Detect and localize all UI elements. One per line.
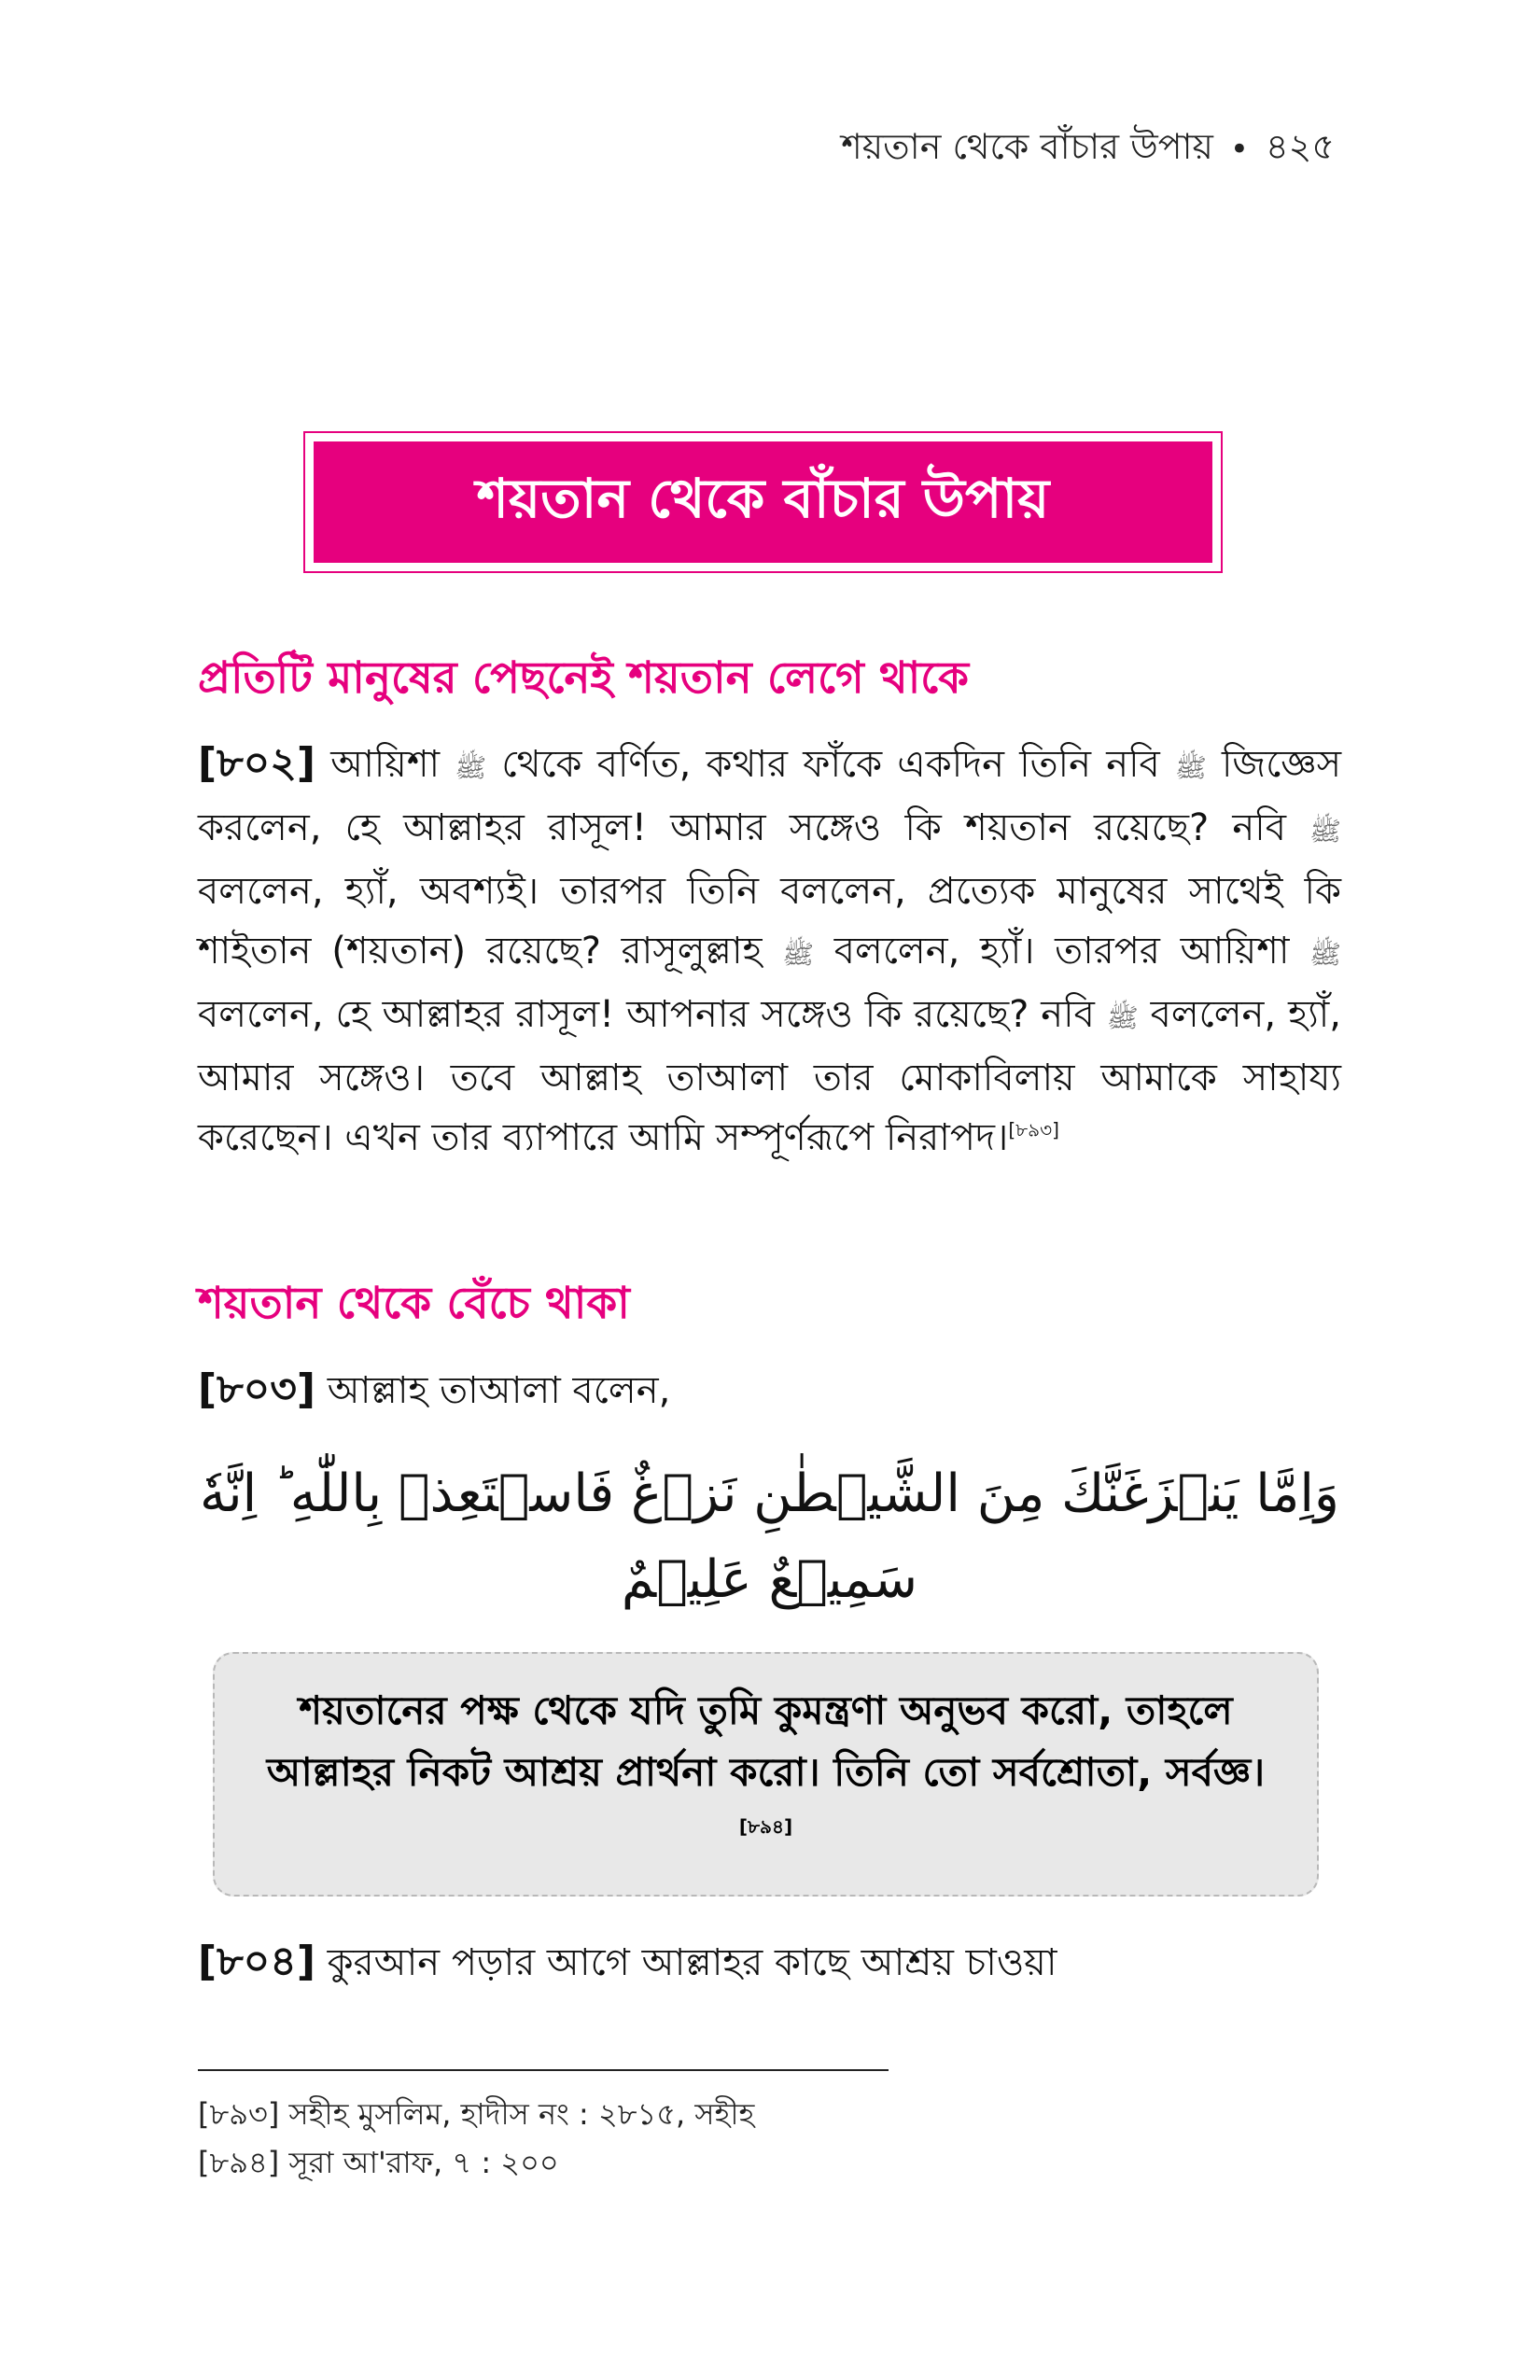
honorific-icon: ﷺ — [1106, 1002, 1139, 1033]
honorific-icon: ﷺ — [1309, 816, 1341, 847]
text-segment: বললেন, হে আল্লাহর রাসূল! আপনার সঙ্গেও কি রয়েছে? নবি — [198, 993, 1107, 1036]
footnote-894 — [198, 2139, 559, 2190]
honorific-icon: ﷺ — [1309, 939, 1341, 970]
hadith-802-paragraph — [198, 734, 1341, 1168]
chapter-title: শয়তান থেকে বাঁচার উপায় — [314, 441, 1212, 563]
hadith-804-line — [198, 1930, 1057, 1998]
footnote-marker: [৮৯৪] — [198, 2145, 280, 2180]
text-segment: আয়িশা — [330, 743, 455, 786]
hadith-number-802: [৮০২] — [198, 739, 315, 787]
honorific-icon: ﷺ — [1174, 752, 1207, 783]
hadith-803-intro: আল্লাহ তাআলা বলেন, — [327, 1369, 671, 1412]
text-segment: থেকে বর্ণিত, কথার ফাঁকে একদিন তিনি নবি — [486, 743, 1175, 786]
footnote-893 — [198, 2091, 754, 2141]
footnote-marker: [৮৯৩] — [198, 2096, 280, 2132]
section-heading-2: শয়তান থেকে বেঁচে থাকা — [198, 1278, 630, 1329]
running-head — [841, 119, 1335, 179]
chapter-title-box — [303, 431, 1223, 573]
footnote-ref-894: [৮৯৪] — [738, 1815, 793, 1838]
hadith-number-803: [৮০৩] — [198, 1365, 315, 1413]
hadith-804-text: কুরআন পড়ার আগে আল্লাহর কাছে আশ্রয় চাওয়া — [327, 1941, 1057, 1984]
hadith-number-804: [৮০৪] — [198, 1938, 315, 1985]
honorific-icon: ﷺ — [782, 939, 815, 970]
page-number: ৪২৫ — [1265, 126, 1335, 167]
footnote-ref-893: [৮৯৩] — [1008, 1118, 1059, 1141]
arabic-verse-line-1: وَاِمَّا يَنۡزَغَنَّكَ مِنَ الشَّيۡطٰنِ نَزۡغٌ فَاسۡتَعِذۡ بِاللّٰهِ ؕ اِنَّهٗ — [200, 1463, 1339, 1524]
hadith-803-line — [198, 1358, 670, 1426]
translation-text: শয়তানের পক্ষ থেকে যদি তুমি কুমন্ত্রণা অনুভব করো, তাহলে আল্লাহর নিকট আশ্রয় প্রার্থনা করো। তিনি তো সর্বশ্রোতা, সর্বজ্ঞ। — [266, 1687, 1266, 1795]
text-segment: বললেন, হ্যাঁ। তারপর আয়িশা — [814, 930, 1310, 973]
text-segment: বললেন, হ্যাঁ, আমার সঙ্গেও। তবে আল্লাহ তাআলা তার মোকাবিলায় আমাকে সাহায্য করেছেন। এখন তার ব্যাপারে আমি সম্পূর্ণরূপে নিরাপদ। — [198, 993, 1341, 1159]
translation-callout — [213, 1652, 1319, 1897]
bullet-separator: • — [1229, 131, 1249, 168]
section-heading-1: প্রতিটি মানুষের পেছনেই শয়তান লেগে থাকে — [198, 652, 969, 704]
footnote-text: সূরা আ'রাফ, ৭ : ২০০ — [288, 2145, 559, 2180]
footnote-divider — [198, 2069, 889, 2071]
footnote-text: সহীহ মুসলিম, হাদীস নং : ২৮১৫, সহীহ — [288, 2096, 755, 2132]
running-head-title: শয়তান থেকে বাঁচার উপায় — [841, 126, 1213, 167]
arabic-verse-line-2: سَمِيۡعٌ عَلِيۡمٌ — [621, 1549, 918, 1610]
text-segment: বললেন, হ্যাঁ, অবশ্যই। তারপর তিনি বললেন, প্রত্যেক মানুষের সাথেই কি শাইতান (শয়তান) রয়েছে? রাসূলুল্লাহ — [198, 870, 1341, 973]
honorific-icon: ﷺ — [455, 752, 487, 783]
arabic-verse — [198, 1451, 1341, 1623]
text-segment: জিজ্ঞেস করলেন, হে আল্লাহর রাসূল! আমার সঙ্গেও কি শয়তান রয়েছে? নবি — [198, 743, 1341, 849]
